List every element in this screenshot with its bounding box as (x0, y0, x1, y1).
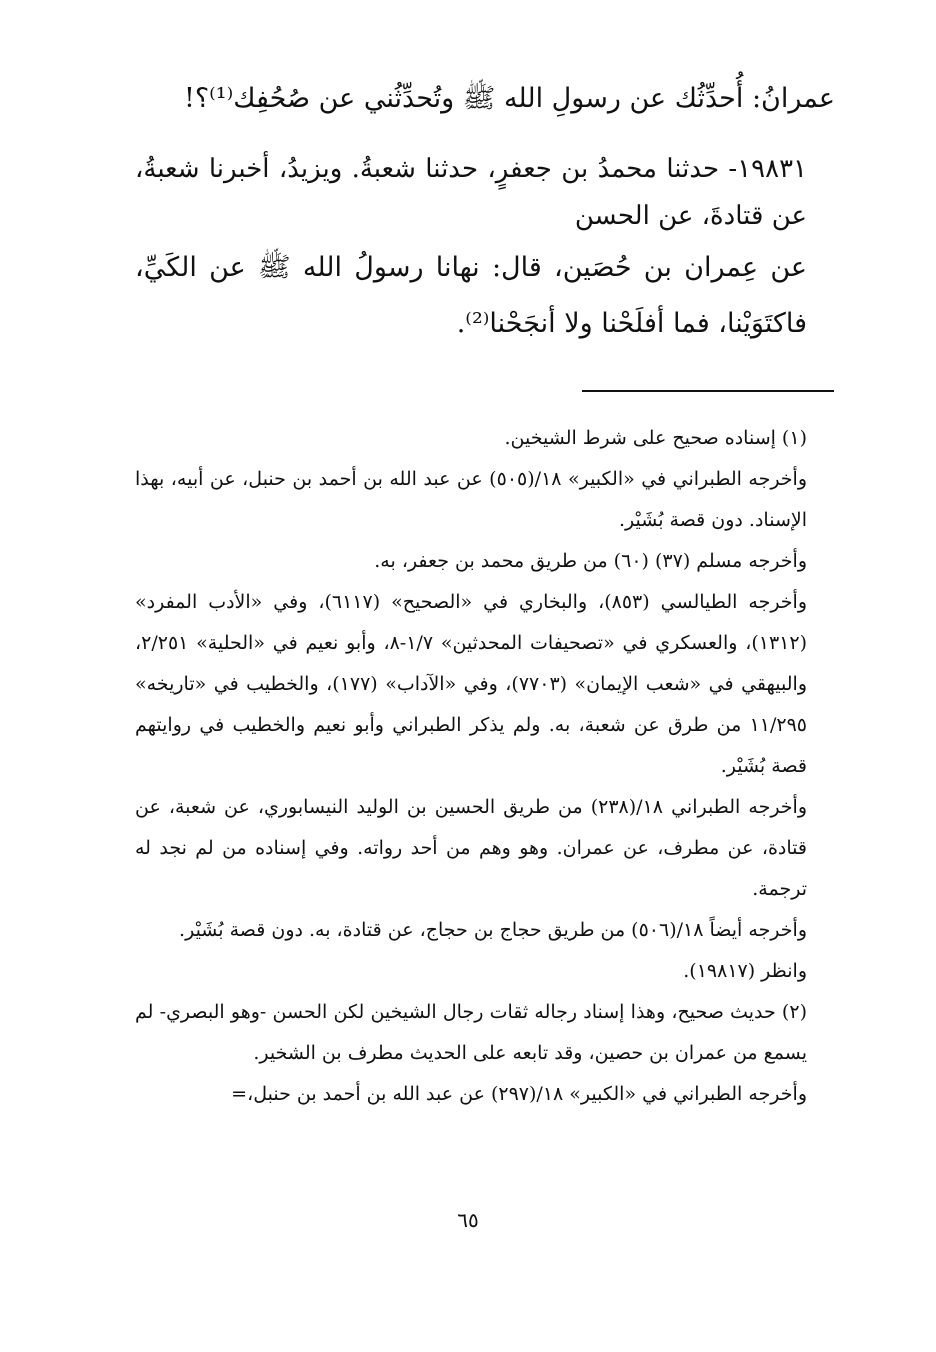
footnote-paragraph: وأخرجه الطبراني في «الكبير» ١٨/(٥٠٥) عن عبد الله بن أحمد بن حنبل، عن أبيه، بهذا الإسناد. دون قصة بُشَيْر. (135, 468, 807, 531)
footnote-paragraph: وأخرجه الطبراني في «الكبير» ١٨/(٢٩٧) عن عبد الله بن أحمد بن حنبل،= (231, 1083, 807, 1105)
footnote-paragraph: وأخرجه أيضاً ١٨/(٥٠٦) من طريق حجاج بن حجاج، عن قتادة، به. دون قصة بُشَيْر. (179, 919, 807, 941)
main-text-line (135, 72, 835, 126)
footnote-paragraph: وأخرجه مسلم (٣٧) (٦٠) من طريق محمد بن جعفر، به. (374, 550, 807, 572)
footnote-paragraph: (٢) حديث صحيح، وهذا إسناد رجاله ثقات رجال الشيخين لكن الحسن -وهو البصري- لم يسمع من عمران بن حصين، وقد تابعه على الحديث مطرف بن الشخير. (135, 1001, 807, 1064)
hadith-matn (135, 240, 835, 352)
footnotes (135, 418, 835, 1115)
page-number: ٦٥ (457, 1208, 479, 1232)
hadith-header: ١٩٨٣١- حدثنا محمدُ بن جعفرٍ، حدثنا شعبةُ. ويزيدُ، أخبرنا شعبةُ، عن قتادةَ، عن الحسن (135, 154, 807, 231)
footnote-paragraph: (١) إسناده صحيح على شرط الشيخين. (504, 427, 807, 449)
opening-line: عمرانُ: أُحدِّثُك عن رسولِ الله ﷺ وتُحدِّثُني عن صُحُفِك⁽¹⁾؟! (183, 83, 835, 114)
footnote-paragraph: وأخرجه الطيالسي (٨٥٣)، والبخاري في «الصحيح» (٦١١٧)، وفي «الأدب المفرد» (١٣١٢)، والعسكري في «تصحيفات المحدثين» ١/٧-٨، وأبو نعيم في «الحلية» ٢/٢٥١، والبيهقي في «شعب الإيمان» (٧٧٠٣)، وفي «الآداب» (١٧٧)، والخطيب في «تاريخه» ١١/٢٩٥ من طرق عن شعبة، به. ولم يذكر الطبراني وأبو نعيم والخطيب في روايتهم قصة بُشَيْر. (135, 591, 807, 777)
footnote-paragraph: وانظر (١٩٨١٧). (683, 960, 807, 982)
hadith-text: عن عِمران بن حُصَين، قال: نهانا رسولُ الله ﷺ عن الكَيِّ، فاكتَوَيْنا، فما أفلَحْنا ولا أنجَحْنا⁽²⁾. (135, 252, 807, 339)
footnote-separator (582, 390, 834, 392)
footnote-paragraph: وأخرجه الطبراني ١٨/(٢٣٨) من طريق الحسين بن الوليد النيسابوري، عن شعبة، عن قتادة، عن مطرف، عن عمران. وهو وهم من أحد رواته. وفي إسناده من لم نجد له ترجمة. (135, 796, 807, 900)
hadith-chain (135, 146, 835, 240)
